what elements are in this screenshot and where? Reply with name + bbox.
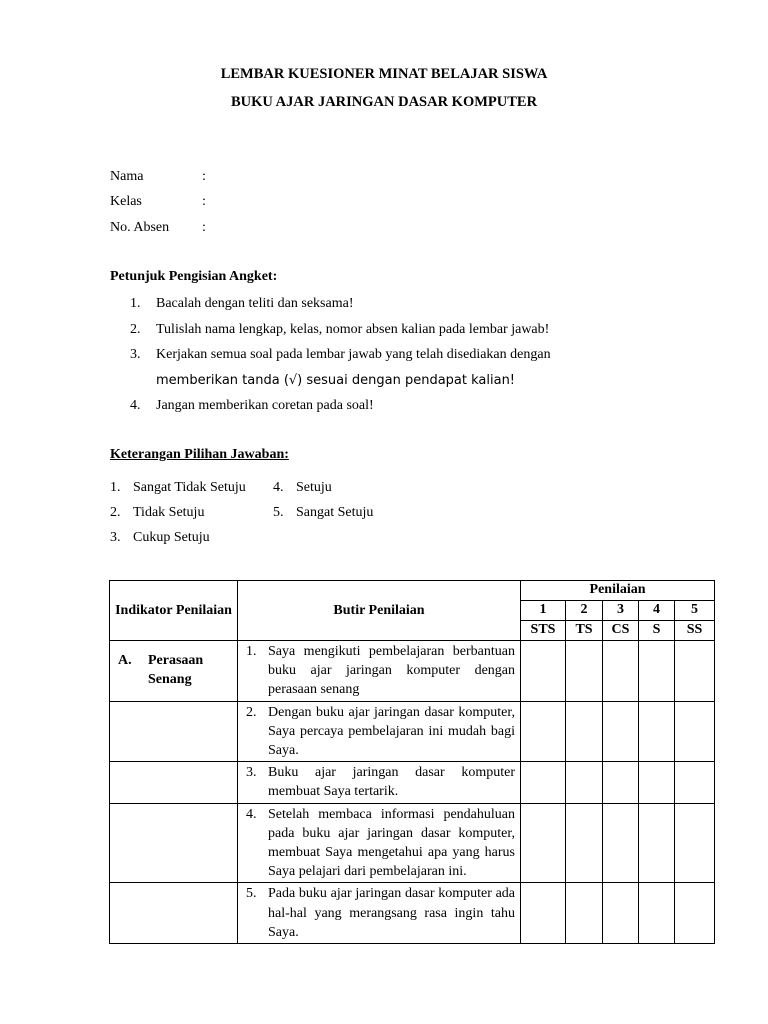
table-row (110, 762, 715, 803)
option-text: Sangat Setuju (296, 505, 374, 520)
list-item (130, 393, 600, 419)
list-item (130, 317, 600, 343)
indicator-name-line1: Perasaan (148, 653, 204, 668)
header-penilaian: Penilaian (521, 581, 715, 601)
item-number: 1. (130, 296, 141, 311)
item-statement (238, 701, 521, 762)
rating-cell-sts[interactable] (521, 762, 566, 803)
table-row (110, 883, 715, 944)
item-text: Saya mengikuti pembelajaran berbantuan buku ajar jaringan komputer dengan perasaan senang (268, 644, 515, 698)
document-subtitle: BUKU AJAR JARINGAN DASAR KOMPUTER (230, 94, 538, 110)
rating-cell-ts[interactable] (566, 883, 603, 944)
scale-code: S (639, 621, 675, 641)
indicator-cell (110, 701, 238, 762)
item-text: Setelah membaca informasi pendahuluan pada buku ajar jaringan dasar komputer, membuat Saya mengetahui apa yang harus Saya pelajari dari pembelajaran ini. (268, 806, 515, 880)
item-text: memberikan tanda (√) sesuai dengan pendapat kalian! (156, 372, 516, 388)
answer-option (110, 505, 204, 521)
rating-cell-cs[interactable] (603, 641, 639, 702)
answer-key-heading: Keterangan Pilihan Jawaban: (110, 447, 289, 462)
instructions-heading: Petunjuk Pengisian Angket: (110, 269, 278, 284)
answer-option (110, 530, 210, 546)
list-item-continuation (130, 368, 600, 394)
item-number: 4. (130, 398, 141, 413)
option-number: 5. (273, 505, 284, 520)
item-text: Pada buku ajar jaringan dasar komputer ada hal-hal yang merangsang rasa ingin tahu Saya. (268, 886, 515, 940)
item-number: 4. (246, 806, 257, 822)
rating-cell-cs[interactable] (603, 883, 639, 944)
item-statement (238, 762, 521, 803)
scale-number: 2 (566, 601, 603, 621)
item-text: Kerjakan semua soal pada lembar jawab yang telah disediakan dengan (156, 347, 551, 362)
answer-option (273, 480, 332, 496)
scale-number: 4 (639, 601, 675, 621)
option-text: Cukup Setuju (133, 530, 210, 545)
item-number: 2. (246, 704, 257, 720)
rating-cell-ts[interactable] (566, 762, 603, 803)
rating-cell-cs[interactable] (603, 701, 639, 762)
option-number: 1. (110, 480, 121, 495)
scale-number: 5 (675, 601, 715, 621)
item-number: 5. (246, 886, 257, 902)
rating-cell-s[interactable] (639, 762, 675, 803)
header-indikator: Indikator Penilaian (110, 581, 238, 641)
item-text: Tulislah nama lengkap, kelas, nomor absen kalian pada lembar jawab! (156, 321, 550, 337)
item-statement (238, 803, 521, 883)
table-row (110, 701, 715, 762)
answer-option (273, 505, 373, 521)
rating-cell-ts[interactable] (566, 641, 603, 702)
field-separator: : (202, 220, 206, 235)
scale-code: TS (566, 621, 603, 641)
rating-cell-sts[interactable] (521, 803, 566, 883)
option-text: Setuju (296, 480, 332, 495)
scale-code: STS (521, 621, 566, 641)
table-row (110, 641, 715, 702)
scale-number: 1 (521, 601, 566, 621)
scale-code: SS (675, 621, 715, 641)
rating-cell-sts[interactable] (521, 701, 566, 762)
option-number: 2. (110, 505, 121, 520)
header-butir: Butir Penilaian (238, 581, 521, 641)
indicator-cell (110, 762, 238, 803)
item-number: 3. (246, 765, 257, 781)
assessment-table (109, 580, 715, 944)
rating-cell-ss[interactable] (675, 883, 715, 944)
item-number: 3. (130, 347, 141, 362)
rating-cell-cs[interactable] (603, 762, 639, 803)
item-text: Buku ajar jaringan dasar komputer membuat Saya tertarik. (268, 765, 515, 800)
option-text: Tidak Setuju (133, 505, 205, 520)
indicator-name-line2: Senang (148, 672, 192, 687)
item-text: Dengan buku ajar jaringan dasar komputer, Saya percaya pembelajaran ini mudah bagi Saya. (268, 704, 515, 759)
scale-number: 3 (603, 601, 639, 621)
field-label: Nama (110, 169, 144, 184)
item-text: Bacalah dengan teliti dan seksama! (156, 296, 354, 311)
indicator-cell (110, 641, 238, 702)
table-row (110, 803, 715, 883)
option-text: Sangat Tidak Setuju (133, 480, 246, 495)
field-nama (110, 169, 206, 185)
answer-option (110, 480, 246, 496)
indicator-cell (110, 803, 238, 883)
rating-cell-s[interactable] (639, 803, 675, 883)
scale-code: CS (603, 621, 639, 641)
indicator-letter: A. (118, 653, 132, 668)
field-kelas (110, 194, 206, 210)
indicator-cell (110, 883, 238, 944)
rating-cell-sts[interactable] (521, 883, 566, 944)
rating-cell-ts[interactable] (566, 701, 603, 762)
rating-cell-s[interactable] (639, 883, 675, 944)
rating-cell-sts[interactable] (521, 641, 566, 702)
field-separator: : (202, 194, 206, 209)
item-text: Jangan memberikan coretan pada soal! (156, 398, 374, 413)
rating-cell-s[interactable] (639, 641, 675, 702)
document-title: LEMBAR KUESIONER MINAT BELAJAR SISWA (220, 66, 548, 82)
option-number: 4. (273, 480, 284, 495)
rating-cell-s[interactable] (639, 701, 675, 762)
field-separator: : (202, 169, 206, 184)
list-item (130, 291, 600, 317)
field-label: Kelas (110, 194, 142, 209)
field-label: No. Absen (110, 220, 170, 235)
rating-cell-cs[interactable] (603, 803, 639, 883)
item-statement (238, 883, 521, 944)
rating-cell-ss[interactable] (675, 762, 715, 803)
option-number: 3. (110, 530, 121, 545)
instructions-list (130, 291, 600, 419)
item-statement (238, 641, 521, 702)
item-number: 2. (130, 321, 141, 337)
rating-cell-ts[interactable] (566, 803, 603, 883)
rating-cell-ss[interactable] (675, 803, 715, 883)
field-no-absen (110, 220, 206, 236)
list-item (130, 342, 600, 368)
table-header-row (110, 581, 715, 601)
rating-cell-ss[interactable] (675, 641, 715, 702)
item-number: 1. (246, 644, 257, 659)
rating-cell-ss[interactable] (675, 701, 715, 762)
